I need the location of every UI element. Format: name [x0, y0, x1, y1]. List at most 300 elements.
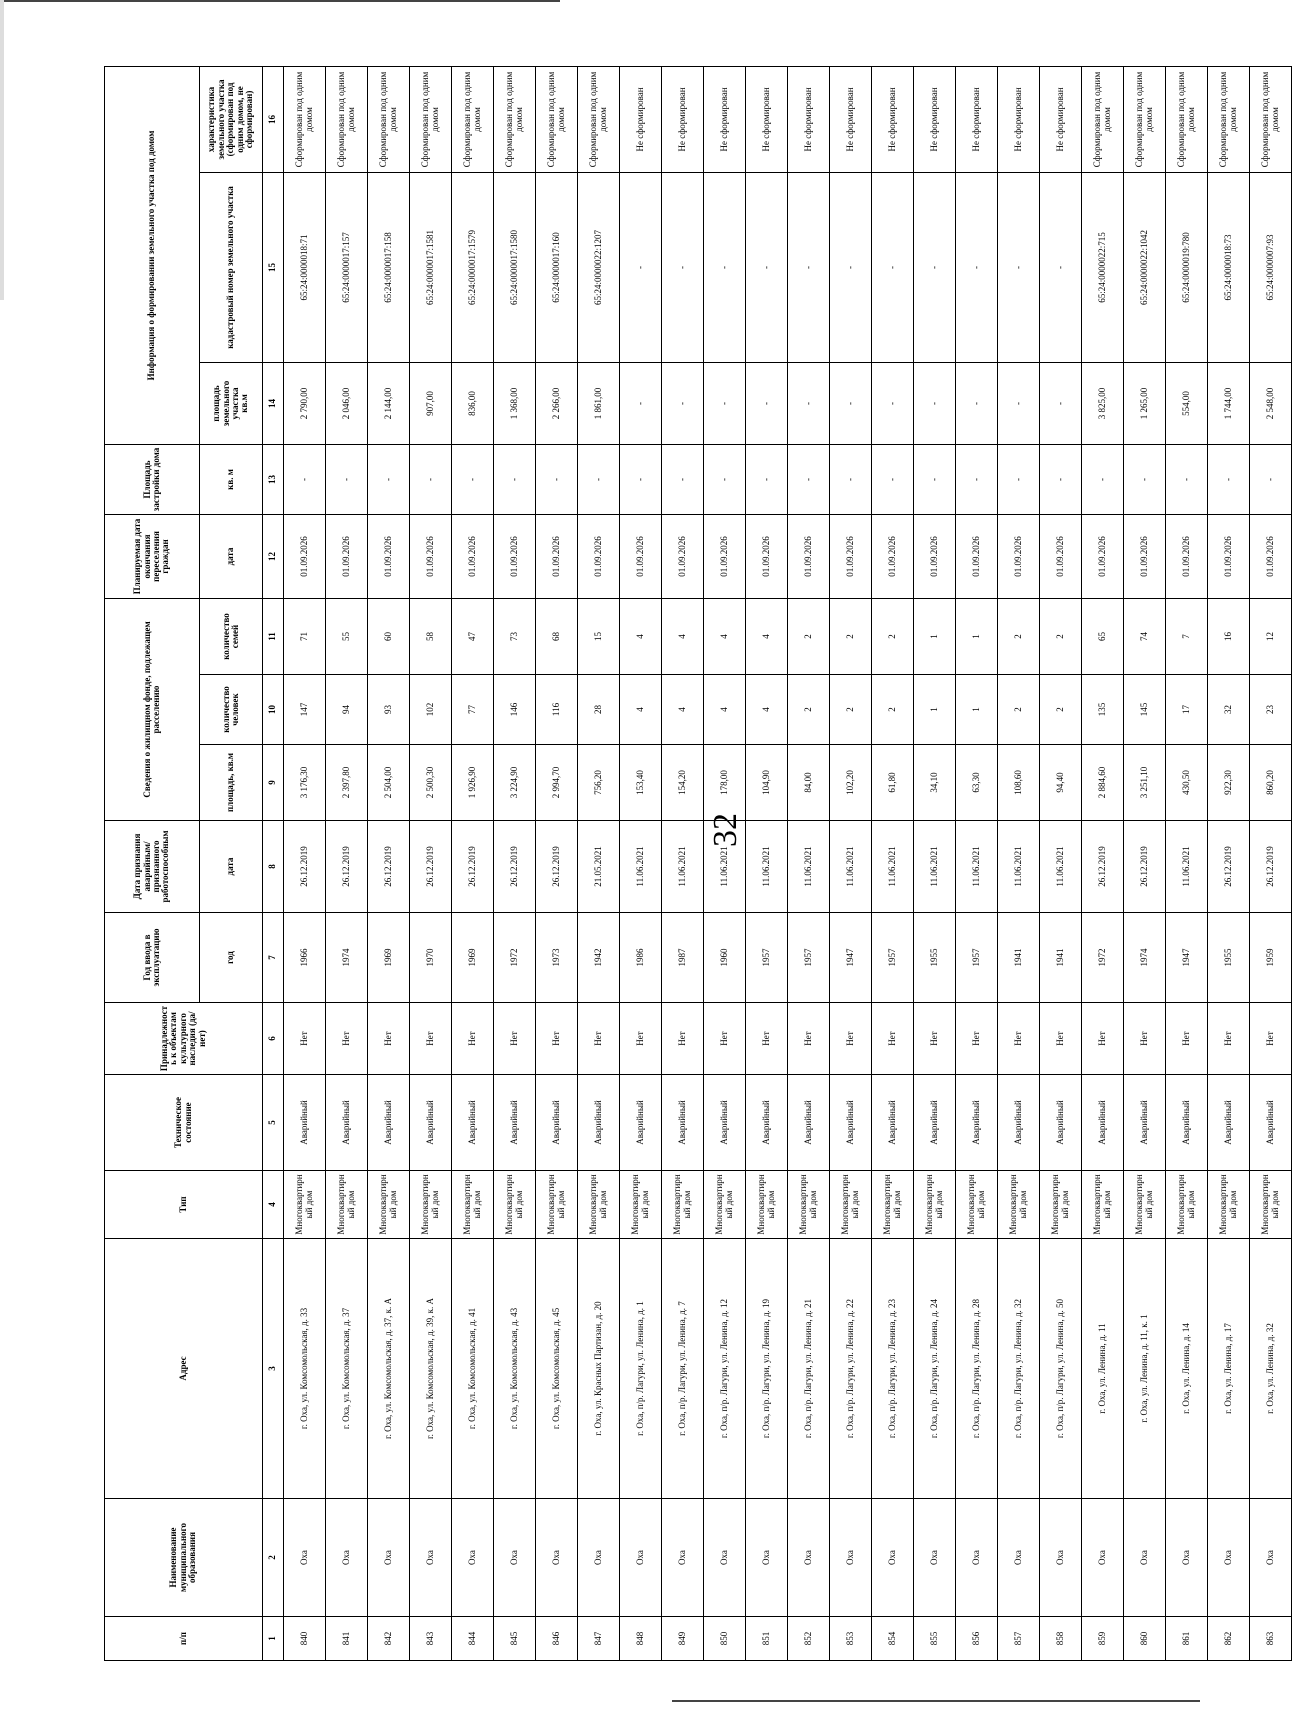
cell-land-characteristic: Сформирован под одним домом: [1250, 66, 1292, 172]
header-group-13: Площадь застройки дома: [105, 444, 200, 514]
cell-cadastral-number: -: [620, 172, 662, 362]
cell-land-characteristic: Не сформирован: [872, 66, 914, 172]
cell-land-area: -: [746, 362, 788, 444]
header-group-8: Дата признания аварийным/признанного работоспособным: [105, 821, 200, 913]
cell-condition: Аварийный: [872, 1075, 914, 1171]
header-col-4: Тип: [105, 1171, 263, 1239]
header-row-1: [105, 66, 200, 1660]
cell-address: г. Оха, ул. Комсомольская, д. 45: [536, 1239, 578, 1499]
cell-recognition-date: 11.06.2021: [998, 821, 1040, 913]
cell-people: 17: [1166, 675, 1208, 745]
cell-type: Многоквартирный дом: [1250, 1171, 1292, 1239]
cell-heritage: Нет: [830, 1003, 872, 1075]
cell-land-characteristic: Сформирован под одним домом: [326, 66, 368, 172]
cell-families: 1: [914, 598, 956, 674]
scan-edge-left: [0, 0, 4, 300]
cell-land-area: -: [998, 362, 1040, 444]
cell-number: 861: [1166, 1617, 1208, 1661]
cell-heritage: Нет: [914, 1003, 956, 1075]
header-col-5: Техническое состояние: [105, 1075, 263, 1171]
cell-people: 32: [1208, 675, 1250, 745]
header-col-8: дата: [200, 821, 263, 913]
cell-number: 852: [788, 1617, 830, 1661]
cell-people: 4: [746, 675, 788, 745]
table-row: [1250, 66, 1292, 1660]
cell-address: г. Оха, ул. Ленина, д. 14: [1166, 1239, 1208, 1499]
column-number: 16: [263, 66, 284, 172]
cell-number: 855: [914, 1617, 956, 1661]
cell-planned-date: 01.09.2026: [536, 514, 578, 598]
cell-land-area: 907,00: [410, 362, 452, 444]
cell-type: Многоквартирный дом: [662, 1171, 704, 1239]
cell-number: 850: [704, 1617, 746, 1661]
cell-land-characteristic: Не сформирован: [746, 66, 788, 172]
cell-condition: Аварийный: [1124, 1075, 1166, 1171]
cell-planned-date: 01.09.2026: [1124, 514, 1166, 598]
cell-type: Многоквартирный дом: [914, 1171, 956, 1239]
cell-cadastral-number: 65:24:0000018:73: [1208, 172, 1250, 362]
cell-families: 2: [788, 598, 830, 674]
cell-address: г. Оха, ул. Комсомольская, д. 37, к. А: [368, 1239, 410, 1499]
cell-area: 2 994,70: [536, 745, 578, 821]
cell-recognition-date: 26.12.2019: [284, 821, 326, 913]
table-row: [1124, 66, 1166, 1660]
cell-land-characteristic: Сформирован под одним домом: [410, 66, 452, 172]
cell-type: Многоквартирный дом: [620, 1171, 662, 1239]
cell-land-characteristic: Сформирован под одним домом: [452, 66, 494, 172]
cell-type: Многоквартирный дом: [998, 1171, 1040, 1239]
cell-people: 23: [1250, 675, 1292, 745]
cell-type: Многоквартирный дом: [872, 1171, 914, 1239]
cell-land-characteristic: Не сформирован: [662, 66, 704, 172]
cell-heritage: Нет: [536, 1003, 578, 1075]
cell-type: Многоквартирный дом: [452, 1171, 494, 1239]
cell-land-area: 1 368,00: [494, 362, 536, 444]
cell-planned-date: 01.09.2026: [830, 514, 872, 598]
cell-type: Многоквартирный дом: [1208, 1171, 1250, 1239]
cell-type: Многоквартирный дом: [1166, 1171, 1208, 1239]
cell-cadastral-number: -: [914, 172, 956, 362]
cell-type: Многоквартирный дом: [326, 1171, 368, 1239]
cell-number: 856: [956, 1617, 998, 1661]
cell-number: 862: [1208, 1617, 1250, 1661]
cell-number: 842: [368, 1617, 410, 1661]
cell-land-characteristic: Не сформирован: [956, 66, 998, 172]
cell-building-area: -: [536, 444, 578, 514]
cell-families: 1: [956, 598, 998, 674]
cell-planned-date: 01.09.2026: [578, 514, 620, 598]
cell-year: 1973: [536, 913, 578, 1003]
cell-building-area: -: [788, 444, 830, 514]
cell-cadastral-number: 65:24:0000018:71: [284, 172, 326, 362]
cell-families: 65: [1082, 598, 1124, 674]
cell-people: 2: [998, 675, 1040, 745]
header-group-housing: Сведения о жилищном фонде, подлежащем расселению: [105, 598, 200, 820]
cell-area: 61,80: [872, 745, 914, 821]
cell-building-area: -: [578, 444, 620, 514]
cell-families: 74: [1124, 598, 1166, 674]
cell-type: Многоквартирный дом: [1124, 1171, 1166, 1239]
cell-type: Многоквартирный дом: [368, 1171, 410, 1239]
cell-planned-date: 01.09.2026: [1040, 514, 1082, 598]
cell-land-characteristic: Не сформирован: [914, 66, 956, 172]
cell-planned-date: 01.09.2026: [746, 514, 788, 598]
table-row: [998, 66, 1040, 1660]
cell-cadastral-number: 65:24:0000022:715: [1082, 172, 1124, 362]
cell-recognition-date: 26.12.2019: [326, 821, 368, 913]
cell-heritage: Нет: [326, 1003, 368, 1075]
cell-heritage: Нет: [1082, 1003, 1124, 1075]
cell-number: 847: [578, 1617, 620, 1661]
cell-families: 71: [284, 598, 326, 674]
cell-address: г. Оха, ул. Ленина, д. 11: [1082, 1239, 1124, 1499]
cell-families: 4: [746, 598, 788, 674]
cell-heritage: Нет: [788, 1003, 830, 1075]
cell-year: 1987: [662, 913, 704, 1003]
cell-cadastral-number: 65:24:0000022:1042: [1124, 172, 1166, 362]
cell-families: 4: [620, 598, 662, 674]
cell-families: 16: [1208, 598, 1250, 674]
cell-area: 2 500,30: [410, 745, 452, 821]
cell-cadastral-number: -: [1040, 172, 1082, 362]
cell-heritage: Нет: [368, 1003, 410, 1075]
cell-land-area: -: [956, 362, 998, 444]
cell-condition: Аварийный: [536, 1075, 578, 1171]
cell-municipality: Оха: [1082, 1499, 1124, 1617]
cell-planned-date: 01.09.2026: [1250, 514, 1292, 598]
cell-number: 843: [410, 1617, 452, 1661]
cell-number: 860: [1124, 1617, 1166, 1661]
cell-address: г. Оха, п/р. Лагури, ул. Ленина, д. 1: [620, 1239, 662, 1499]
cell-people: 145: [1124, 675, 1166, 745]
cell-planned-date: 01.09.2026: [704, 514, 746, 598]
cell-people: 28: [578, 675, 620, 745]
cell-recognition-date: 11.06.2021: [1166, 821, 1208, 913]
cell-planned-date: 01.09.2026: [326, 514, 368, 598]
cell-heritage: Нет: [872, 1003, 914, 1075]
column-number: 1: [263, 1617, 284, 1661]
cell-area: 154,20: [662, 745, 704, 821]
cell-land-area: 1 861,00: [578, 362, 620, 444]
cell-heritage: Нет: [956, 1003, 998, 1075]
cell-area: 102,20: [830, 745, 872, 821]
cell-land-area: 554,00: [1166, 362, 1208, 444]
cell-recognition-date: 11.06.2021: [914, 821, 956, 913]
table-row: [956, 66, 998, 1660]
cell-building-area: -: [830, 444, 872, 514]
cell-year: 1941: [998, 913, 1040, 1003]
cell-type: Многоквартирный дом: [746, 1171, 788, 1239]
cell-municipality: Оха: [956, 1499, 998, 1617]
cell-cadastral-number: -: [662, 172, 704, 362]
table-row: [1166, 66, 1208, 1660]
cell-people: 135: [1082, 675, 1124, 745]
table-row: [1208, 66, 1250, 1660]
column-number: 11: [263, 598, 284, 674]
cell-people: 147: [284, 675, 326, 745]
cell-cadastral-number: 65:24:0000019:780: [1166, 172, 1208, 362]
cell-planned-date: 01.09.2026: [788, 514, 830, 598]
cell-cadastral-number: 65:24:0000017:1580: [494, 172, 536, 362]
cell-heritage: Нет: [704, 1003, 746, 1075]
cell-address: г. Оха, п/р. Лагури, ул. Ленина, д. 7: [662, 1239, 704, 1499]
cell-condition: Аварийный: [452, 1075, 494, 1171]
cell-land-characteristic: Не сформирован: [788, 66, 830, 172]
cell-heritage: Нет: [998, 1003, 1040, 1075]
cell-area: 3 251,10: [1124, 745, 1166, 821]
cell-type: Многоквартирный дом: [1040, 1171, 1082, 1239]
cell-area: 860,20: [1250, 745, 1292, 821]
cell-municipality: Оха: [536, 1499, 578, 1617]
cell-address: г. Оха, п/р. Лагури, ул. Ленина, д. 32: [998, 1239, 1040, 1499]
cell-heritage: Нет: [620, 1003, 662, 1075]
cell-building-area: -: [872, 444, 914, 514]
cell-municipality: Оха: [620, 1499, 662, 1617]
cell-year: 1955: [914, 913, 956, 1003]
cell-land-area: -: [872, 362, 914, 444]
cell-condition: Аварийный: [662, 1075, 704, 1171]
header-col-6: Принадлежность к объектам культурного наследия (да/нет): [105, 1003, 263, 1075]
table-row: [872, 66, 914, 1660]
table-row: [284, 66, 326, 1660]
cell-area: 34,10: [914, 745, 956, 821]
cell-municipality: Оха: [284, 1499, 326, 1617]
cell-families: 7: [1166, 598, 1208, 674]
cell-condition: Аварийный: [1166, 1075, 1208, 1171]
cell-land-characteristic: Сформирован под одним домом: [1208, 66, 1250, 172]
cell-condition: Аварийный: [1082, 1075, 1124, 1171]
cell-recognition-date: 11.06.2021: [746, 821, 788, 913]
cell-year: 1986: [620, 913, 662, 1003]
cell-type: Многоквартирный дом: [284, 1171, 326, 1239]
cell-recognition-date: 11.06.2021: [662, 821, 704, 913]
cell-heritage: Нет: [1040, 1003, 1082, 1075]
cell-people: 94: [326, 675, 368, 745]
cell-address: г. Оха, п/р. Лагури, ул. Ленина, д. 24: [914, 1239, 956, 1499]
header-col-9: площадь, кв.м: [200, 745, 263, 821]
cell-address: г. Оха, ул. Ленина, д. 11, к. 1: [1124, 1239, 1166, 1499]
cell-cadastral-number: 65:24:0000017:1579: [452, 172, 494, 362]
cell-address: г. Оха, ул. Комсомольская, д. 41: [452, 1239, 494, 1499]
cell-address: г. Оха, п/р. Лагури, ул. Ленина, д. 22: [830, 1239, 872, 1499]
cell-people: 2: [1040, 675, 1082, 745]
table-row: [914, 66, 956, 1660]
table-row: [662, 66, 704, 1660]
cell-municipality: Оха: [368, 1499, 410, 1617]
header-col-15: кадастровый номер земельного участка: [200, 172, 263, 362]
cell-municipality: Оха: [830, 1499, 872, 1617]
cell-land-area: 2 790,00: [284, 362, 326, 444]
cell-condition: Аварийный: [1040, 1075, 1082, 1171]
table-row: [410, 66, 452, 1660]
cell-cadastral-number: -: [788, 172, 830, 362]
cell-condition: Аварийный: [1208, 1075, 1250, 1171]
cell-people: 2: [872, 675, 914, 745]
cell-address: г. Оха, ул. Комсомольская, д. 37: [326, 1239, 368, 1499]
cell-building-area: -: [746, 444, 788, 514]
cell-number: 845: [494, 1617, 536, 1661]
cell-families: 2: [830, 598, 872, 674]
cell-cadastral-number: -: [830, 172, 872, 362]
cell-year: 1959: [1250, 913, 1292, 1003]
cell-families: 55: [326, 598, 368, 674]
cell-area: 2 504,00: [368, 745, 410, 821]
table-row: [620, 66, 662, 1660]
cell-land-area: 2 144,00: [368, 362, 410, 444]
cell-address: г. Оха, п/р. Лагури, ул. Ленина, д. 28: [956, 1239, 998, 1499]
scan-edge-bottom: [672, 1700, 1200, 1702]
cell-heritage: Нет: [662, 1003, 704, 1075]
cell-families: 2: [872, 598, 914, 674]
cell-area: 153,40: [620, 745, 662, 821]
cell-recognition-date: 11.06.2021: [872, 821, 914, 913]
cell-year: 1974: [1124, 913, 1166, 1003]
cell-condition: Аварийный: [1250, 1075, 1292, 1171]
cell-year: 1966: [284, 913, 326, 1003]
cell-year: 1974: [326, 913, 368, 1003]
cell-municipality: Оха: [914, 1499, 956, 1617]
cell-address: г. Оха, ул. Ленина, д. 17: [1208, 1239, 1250, 1499]
cell-condition: Аварийный: [620, 1075, 662, 1171]
cell-heritage: Нет: [410, 1003, 452, 1075]
cell-building-area: -: [410, 444, 452, 514]
cell-area: 63,30: [956, 745, 998, 821]
cell-number: 863: [1250, 1617, 1292, 1661]
page-number: 32: [707, 813, 744, 847]
cell-number: 841: [326, 1617, 368, 1661]
header-col-13: кв. м: [200, 444, 263, 514]
cell-families: 73: [494, 598, 536, 674]
cell-address: г. Оха, п/р. Лагури, ул. Ленина, д. 19: [746, 1239, 788, 1499]
cell-heritage: Нет: [494, 1003, 536, 1075]
cell-municipality: Оха: [452, 1499, 494, 1617]
cell-number: 854: [872, 1617, 914, 1661]
cell-municipality: Оха: [788, 1499, 830, 1617]
cell-address: г. Оха, ул. Ленина, д. 32: [1250, 1239, 1292, 1499]
cell-year: 1970: [410, 913, 452, 1003]
column-number: 14: [263, 362, 284, 444]
cell-land-area: -: [620, 362, 662, 444]
cell-building-area: -: [1082, 444, 1124, 514]
cell-year: 1957: [788, 913, 830, 1003]
cell-type: Многоквартирный дом: [1082, 1171, 1124, 1239]
cell-address: г. Оха, ул. Комсомольская, д. 39, к. А: [410, 1239, 452, 1499]
table-row: [326, 66, 368, 1660]
header-col-10: количество человек: [200, 675, 263, 745]
cell-number: 849: [662, 1617, 704, 1661]
cell-families: 47: [452, 598, 494, 674]
cell-land-characteristic: Сформирован под одним домом: [578, 66, 620, 172]
cell-building-area: -: [368, 444, 410, 514]
cell-planned-date: 01.09.2026: [1208, 514, 1250, 598]
cell-land-characteristic: Не сформирован: [830, 66, 872, 172]
cell-condition: Аварийный: [956, 1075, 998, 1171]
table-row: [1082, 66, 1124, 1660]
cell-heritage: Нет: [1208, 1003, 1250, 1075]
cell-building-area: -: [956, 444, 998, 514]
cell-number: 853: [830, 1617, 872, 1661]
cell-people: 1: [914, 675, 956, 745]
cell-cadastral-number: 65:24:0000017:158: [368, 172, 410, 362]
column-number-row: [263, 66, 284, 1660]
cell-building-area: -: [662, 444, 704, 514]
cell-cadastral-number: 65:24:0000022:1207: [578, 172, 620, 362]
header-col-11: количество семей: [200, 598, 263, 674]
cell-land-characteristic: Не сформирован: [704, 66, 746, 172]
cell-people: 116: [536, 675, 578, 745]
cell-area: 922,30: [1208, 745, 1250, 821]
cell-recognition-date: 11.06.2021: [830, 821, 872, 913]
cell-people: 146: [494, 675, 536, 745]
column-number: 10: [263, 675, 284, 745]
cell-heritage: Нет: [746, 1003, 788, 1075]
cell-municipality: Оха: [326, 1499, 368, 1617]
cell-condition: Аварийный: [746, 1075, 788, 1171]
cell-recognition-date: 11.06.2021: [788, 821, 830, 913]
cell-condition: Аварийный: [368, 1075, 410, 1171]
cell-municipality: Оха: [578, 1499, 620, 1617]
cell-families: 4: [704, 598, 746, 674]
cell-land-characteristic: Сформирован под одним домом: [368, 66, 410, 172]
cell-type: Многоквартирный дом: [494, 1171, 536, 1239]
header-col-14: [200, 362, 263, 444]
table-row: [578, 66, 620, 1660]
cell-planned-date: 01.09.2026: [662, 514, 704, 598]
cell-condition: Аварийный: [284, 1075, 326, 1171]
cell-cadastral-number: -: [956, 172, 998, 362]
cell-area: 756,20: [578, 745, 620, 821]
column-number: 3: [263, 1239, 284, 1499]
cell-planned-date: 01.09.2026: [494, 514, 536, 598]
cell-families: 4: [662, 598, 704, 674]
cell-municipality: Оха: [704, 1499, 746, 1617]
column-number: 4: [263, 1171, 284, 1239]
cell-area: 2 884,60: [1082, 745, 1124, 821]
cell-families: 2: [998, 598, 1040, 674]
cell-building-area: -: [1124, 444, 1166, 514]
cell-building-area: -: [1166, 444, 1208, 514]
table-row: [494, 66, 536, 1660]
cell-condition: Аварийный: [914, 1075, 956, 1171]
cell-recognition-date: 26.12.2019: [410, 821, 452, 913]
header-col-14-unit: кв.м: [239, 394, 250, 413]
cell-families: 58: [410, 598, 452, 674]
cell-land-area: 1 265,00: [1124, 362, 1166, 444]
cell-year: 1947: [830, 913, 872, 1003]
cell-people: 4: [620, 675, 662, 745]
cell-number: 857: [998, 1617, 1040, 1661]
cell-address: г. Оха, ул. Комсомольская, д. 33: [284, 1239, 326, 1499]
column-number: 7: [263, 913, 284, 1003]
scan-edge-top: [0, 0, 560, 2]
cell-recognition-date: 11.06.2021: [620, 821, 662, 913]
cell-condition: Аварийный: [494, 1075, 536, 1171]
cell-heritage: Нет: [1250, 1003, 1292, 1075]
cell-recognition-date: 26.12.2019: [452, 821, 494, 913]
cell-recognition-date: 26.12.2019: [1250, 821, 1292, 913]
table-row: [1040, 66, 1082, 1660]
cell-heritage: Нет: [452, 1003, 494, 1075]
cell-cadastral-number: 65:24:0000017:160: [536, 172, 578, 362]
cell-municipality: Оха: [872, 1499, 914, 1617]
cell-recognition-date: 26.12.2019: [1208, 821, 1250, 913]
cell-land-characteristic: Сформирован под одним домом: [536, 66, 578, 172]
cell-year: 1957: [746, 913, 788, 1003]
cell-planned-date: 01.09.2026: [620, 514, 662, 598]
cell-number: 851: [746, 1617, 788, 1661]
cell-planned-date: 01.09.2026: [956, 514, 998, 598]
cell-address: г. Оха, п/р. Лагури, ул. Ленина, д. 50: [1040, 1239, 1082, 1499]
